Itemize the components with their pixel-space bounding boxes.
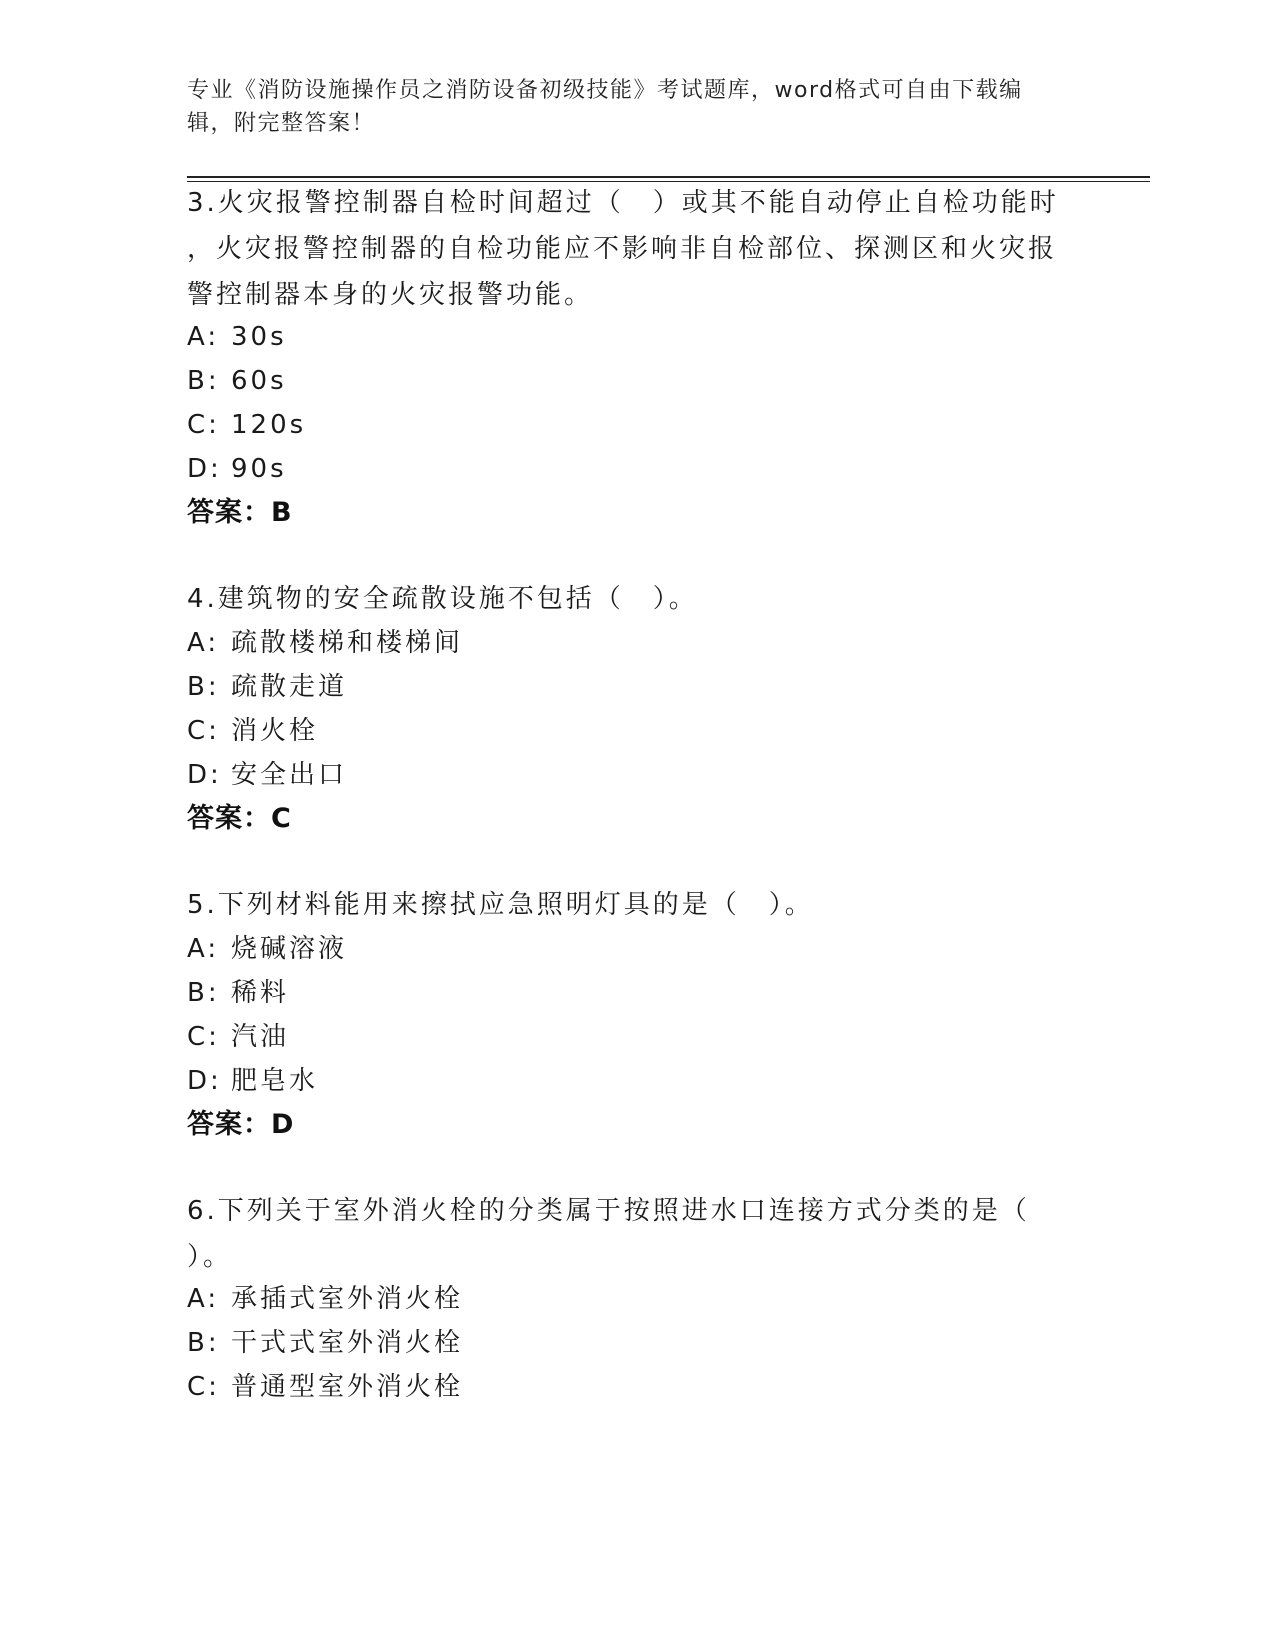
question-4-option-c <box>187 708 318 754</box>
question-3-line-1: 3.火灾报警控制器自检时间超过（ ）或其不能自动停止自检功能时 <box>187 188 1059 218</box>
question-5-answer: 答案：D <box>187 1109 295 1140</box>
option-text: 120s <box>231 410 307 440</box>
option-text: 汽油 <box>231 1022 290 1052</box>
option-key: B: <box>187 672 220 702</box>
option-text: 安全出口 <box>231 760 348 790</box>
question-6-line-1: 6.下列关于室外消火栓的分类属于按照进水口连接方式分类的是（ <box>187 1196 1030 1226</box>
question-3-option-d <box>187 446 287 492</box>
question-3-option-a <box>187 314 287 360</box>
question-5-option-b <box>187 970 289 1016</box>
question-4 <box>187 576 1067 622</box>
option-text: 承插式室外消火栓 <box>231 1284 464 1314</box>
question-4-answer: 答案：C <box>187 803 292 834</box>
option-text: 烧碱溶液 <box>231 934 348 964</box>
option-key: C: <box>187 1022 220 1052</box>
document-header <box>187 74 1067 140</box>
question-6-option-c <box>187 1364 463 1410</box>
option-text: 90s <box>231 454 287 484</box>
option-key: A: <box>187 628 220 658</box>
option-key: C: <box>187 1372 220 1402</box>
question-4-option-b <box>187 664 347 710</box>
question-6 <box>187 1188 1067 1280</box>
option-key: D: <box>187 760 222 790</box>
option-key: A: <box>187 1284 220 1314</box>
header-line-2: 辑，附完整答案！ <box>187 111 376 136</box>
option-key: D: <box>187 1066 222 1096</box>
option-text: 肥皂水 <box>231 1066 319 1096</box>
option-text: 稀料 <box>231 978 290 1008</box>
option-key: B: <box>187 978 220 1008</box>
question-5 <box>187 882 1067 928</box>
question-3 <box>187 180 1067 318</box>
question-5-option-c <box>187 1014 289 1060</box>
question-6-option-a <box>187 1276 463 1322</box>
question-6-option-b <box>187 1320 463 1366</box>
option-key: C: <box>187 410 220 440</box>
option-text: 30s <box>231 322 287 352</box>
option-text: 疏散走道 <box>231 672 348 702</box>
option-key: C: <box>187 716 220 746</box>
option-text: 普通型室外消火栓 <box>231 1372 464 1402</box>
option-text: 疏散楼梯和楼梯间 <box>231 628 464 658</box>
question-5-option-a <box>187 926 347 972</box>
header-divider-thick <box>187 176 1150 178</box>
question-5-option-d <box>187 1058 318 1104</box>
question-6-line-2: ）。 <box>187 1242 233 1272</box>
question-4-line-1: 4.建筑物的安全疏散设施不包括（ ）。 <box>187 584 698 614</box>
question-5-line-1: 5.下列材料能用来擦拭应急照明灯具的是（ ）。 <box>187 890 814 920</box>
option-key: B: <box>187 1328 220 1358</box>
question-3-line-3: 警控制器本身的火灾报警功能。 <box>187 280 594 310</box>
question-3-option-b <box>187 358 287 404</box>
option-text: 60s <box>231 366 287 396</box>
question-4-option-a <box>187 620 463 666</box>
option-key: B: <box>187 366 220 396</box>
question-3-option-c <box>187 402 306 448</box>
option-text: 干式式室外消火栓 <box>231 1328 464 1358</box>
option-key: A: <box>187 934 220 964</box>
question-4-option-d <box>187 752 347 798</box>
header-line-1: 专业《消防设施操作员之消防设备初级技能》考试题库，word格式可自由下载编 <box>187 78 1023 103</box>
option-key: D: <box>187 454 222 484</box>
option-key: A: <box>187 322 220 352</box>
option-text: 消火栓 <box>231 716 319 746</box>
question-3-answer: 答案：B <box>187 497 293 528</box>
question-3-line-2: ，火灾报警控制器的自检功能应不影响非自检部位、探测区和火灾报 <box>187 234 1058 264</box>
